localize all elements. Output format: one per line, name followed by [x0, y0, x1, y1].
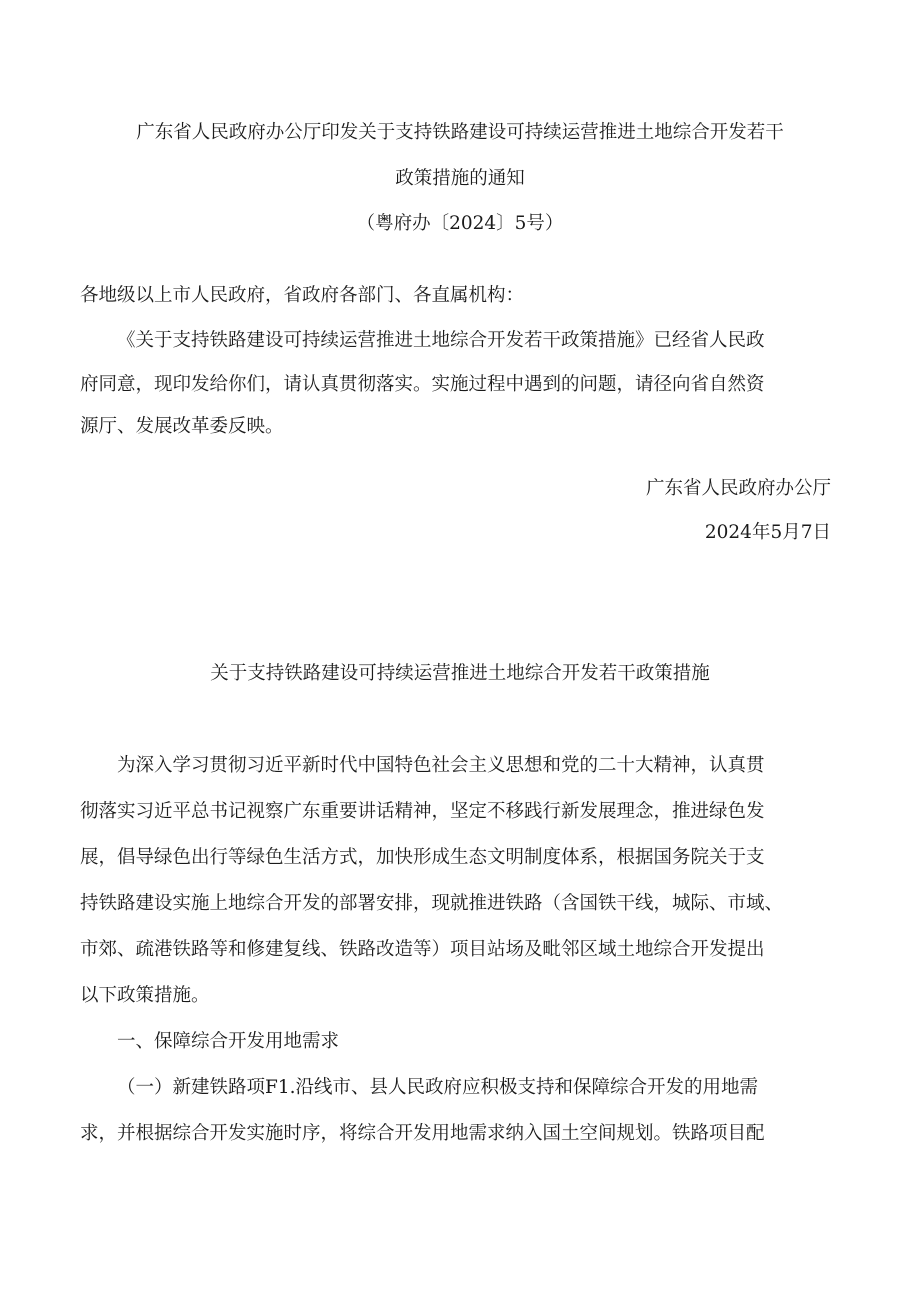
notice-body-line: 源厅、发展改革委反映。 [80, 416, 284, 437]
intro-line: 市郊、疏港铁路等和修建复线、铁路改造等）项目站场及毗邻区域土地综合开发提出 [80, 939, 765, 960]
notice-title-line1: 广东省人民政府办公厅印发关于支持铁路建设可持续运营推进土地综合开发若干 [136, 122, 784, 143]
salutation: 各地级以上市人民政府，省政府各部门、各直属机构： [80, 285, 525, 306]
doc-number: （粤府办〔2024〕5号） [356, 213, 564, 234]
section-line: 求，并根据综合开发实施时序，将综合开发用地需求纳入国土空间规划。铁路项目配 [80, 1123, 765, 1144]
intro-line: 持铁路建设实施上地综合开发的部署安排，现就推进铁路（含国铁干线，城际、市域、 [80, 893, 784, 914]
section-heading: 一、保障综合开发用地需求 [117, 1031, 340, 1052]
measures-title: 关于支持铁路建设可持续运营推进土地综合开发若干政策措施 [210, 663, 710, 684]
intro-line: 以下政策措施。 [80, 985, 210, 1006]
notice-title-line2: 政策措施的通知 [395, 168, 525, 189]
issuer: 广东省人民政府办公厅 [645, 478, 831, 499]
notice-body-line: 《关于支持铁路建设可持续运营推进土地综合开发若干政策措施》已经省人民政 [117, 330, 765, 351]
intro-line: 展，倡导绿色出行等绿色生活方式，加快形成生态文明制度体系，根据国务院关于支 [80, 847, 765, 868]
section-line: （一）新建铁路项F1.沿线市、县人民政府应积极支持和保障综合开发的用地需 [117, 1077, 758, 1098]
notice-body-line: 府同意，现印发给你们，请认真贯彻落实。实施过程中遇到的问题，请径向省自然资 [80, 374, 765, 395]
intro-line: 彻落实习近平总书记视察广东重要讲话精神，坚定不移践行新发展理念，推进绿色发 [80, 801, 765, 822]
issue-date: 2024年5月7日 [704, 522, 831, 543]
intro-line: 为深入学习贯彻习近平新时代中国特色社会主义思想和党的二十大精神，认真贯 [117, 755, 765, 776]
